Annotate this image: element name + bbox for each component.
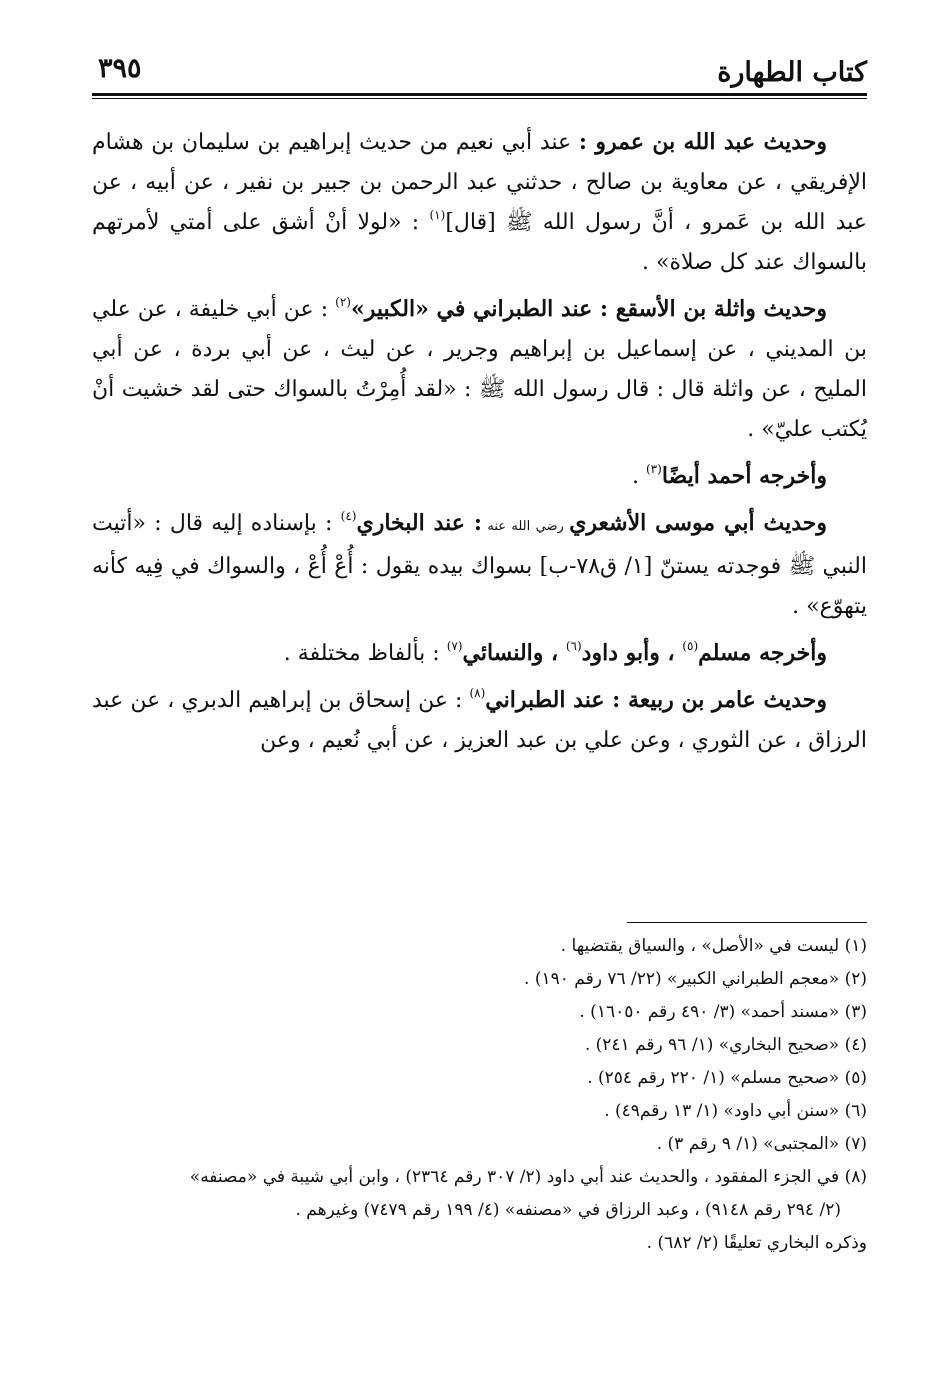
footnotes [92, 930, 867, 1260]
paragraph-lead: وأخرجه مسلم [698, 640, 827, 666]
footnote-ref-4: (٤) [340, 509, 357, 523]
paragraph-ahmad [92, 456, 867, 497]
main-text [92, 122, 867, 767]
footnote-item: (٨) في الجزء المفقود ، والحديث عند أبي داود (٢/ ٣٠٧ رقم ٢٣٦٤) ، وابن أبي شيبة في «مصنفه» [189, 1167, 867, 1187]
footnote-item: (٢) «معجم الطبراني الكبير» (٢٢/ ٧٦ رقم ١٩٠) . [524, 969, 867, 989]
paragraph-muslim [92, 633, 867, 674]
footnote-item: (٧) «المجتبى» (١/ ٩ رقم ٣) . [656, 1134, 867, 1154]
paragraph-text: . [631, 464, 646, 489]
paragraph-text: : عن أبي خليفة ، عن علي بن المديني ، عن إسماعيل بن إبراهيم وجرير ، عن ليث ، عن أبي بردة ، عن أبي المليح ، عن واثلة قال : قال رسول الله ﷺ : «لقد أُمِرْتُ بالسواك حتى لقد خشيت أنْ يُكتب عليّ» . [92, 297, 867, 442]
paragraph-text: عند أبي نعيم من حديث إبراهيم بن سليمان بن هشام الإفريقي ، عن معاوية بن صالح ، حدثني عبد الرحمن بن جبير بن نفير ، عن أبيه ، عن عبد الله بن عَمرو ، أنَّ رسول الله ﷺ [قال] [92, 130, 867, 235]
footnote-item: (٤) «صحيح البخاري» (١/ ٩٦ رقم ٢٤١) . [584, 1035, 867, 1055]
paragraph-lead: ، وأبو داود [581, 640, 683, 666]
footnote-separator [627, 922, 867, 923]
paragraph-lead: وحديث عامر بن ربيعة : عند الطبراني [485, 687, 827, 713]
paragraph-lead: : عند البخاري [356, 510, 482, 536]
paragraph-lead: وحديث واثلة بن الأسقع : عند الطبراني في «الكبير» [350, 296, 828, 322]
footnote-continuation: وذكره البخاري تعليقًا (٢/ ٦٨٢) . [646, 1233, 867, 1253]
honorific-glyph: رضي الله عنه [481, 519, 570, 534]
paragraph-lead: وحديث أبي موسى الأشعري [569, 510, 827, 536]
paragraph-text: : بألفاظ مختلفة . [283, 641, 447, 666]
paragraph-lead: وحديث عبد الله بن عمرو : [578, 129, 827, 155]
footnote-ref-1: (١) [429, 208, 446, 222]
footnote-item: (٣) «مسند أحمد» (٣/ ٤٩٠ رقم ١٦٠٥٠) . [579, 1002, 867, 1022]
paragraph-abu-musa [92, 503, 867, 627]
footnote-continuation: (٢/ ٢٩٤ رقم ٩١٤٨) ، وعبد الرزاق في «مصنفه» (٤/ ١٩٩ رقم ٧٤٧٩) وغيرهم . [295, 1200, 841, 1220]
footnote-item: (١) ليست في «الأصل» ، والسياق يقتضيها . [560, 936, 867, 956]
book-page [92, 50, 867, 1340]
page-number: ٣٩٥ [98, 53, 142, 84]
footnote-ref-3: (٣) [645, 462, 662, 476]
footnote-ref-7: (٧) [446, 639, 463, 653]
page-header [92, 50, 867, 90]
footnote-item: (٦) «سنن أبي داود» (١/ ١٣ رقم٤٩) . [604, 1101, 867, 1121]
paragraph-text: : عن إسحاق بن إبراهيم الدبري ، عن عبد الرزاق ، عن الثوري ، وعن علي بن عبد العزيز ، عن أبي نُعيم ، وعن [92, 688, 867, 753]
paragraph-abdullah-ibn-amr [92, 122, 867, 283]
chapter-title: كتاب الطهارة [717, 57, 867, 88]
footnote-item: (٥) «صحيح مسلم» (١/ ٢٢٠ رقم ٢٥٤) . [587, 1068, 867, 1088]
paragraph-amir-ibn-rabia [92, 680, 867, 761]
footnote-ref-5: (٥) [682, 639, 699, 653]
paragraph-lead: وأخرجه أحمد أيضًا [661, 463, 827, 489]
footnote-ref-2: (٢) [335, 295, 351, 309]
footnote-ref-6: (٦) [565, 639, 582, 653]
paragraph-wathila [92, 289, 867, 450]
header-rule-thick [92, 93, 867, 96]
paragraph-lead: ، والنسائي [462, 640, 566, 666]
paragraph-text: : بإسناده إليه قال : «أتيت النبي ﷺ فوجدته يستنّ [١/ ق٧٨-ب] بسواك بيده يقول : أُعْ أُعْ ، والسواك في فِيه كأنه يتهوّع» . [92, 511, 867, 619]
paragraph-text: : «لولا أنْ أشق على أمتي لأمرتهم بالسواك عند كل صلاة» . [92, 210, 867, 275]
footnote-ref-8: (٨) [469, 686, 486, 700]
header-rule-thin [92, 98, 867, 99]
